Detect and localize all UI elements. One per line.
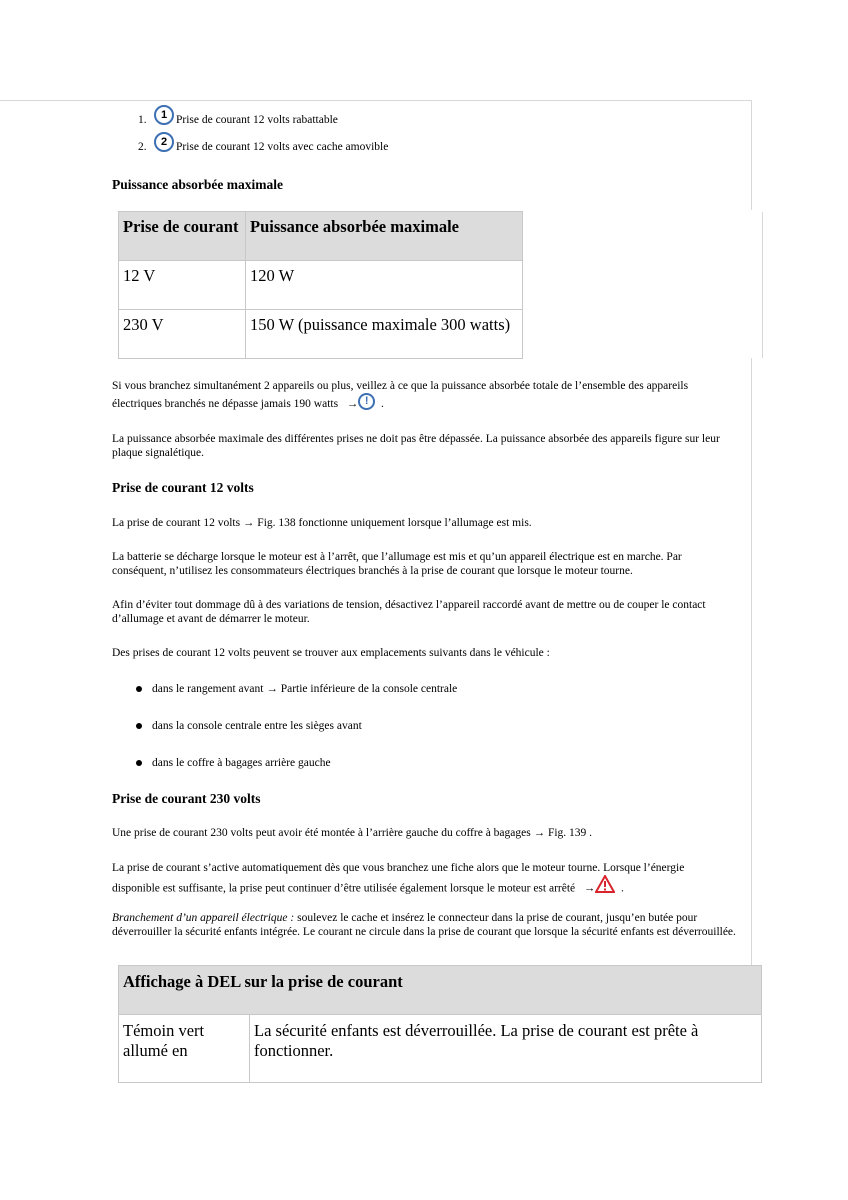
paragraph: La batterie se décharge lorsque le moteur est à l’arrêt, que l’allumage est mis et qu’un appareil électrique est en marche. Par conséquent, n’utilisez les consommateurs électriques branchés à la prise de courant que lorsque le moteur tourne. [112, 551, 682, 577]
paragraph-line: La prise de courant s’active automatiquement dès que vous branchez une fiche alors que le moteur tourne. Lorsque l’énergie [112, 862, 685, 874]
paragraph-max-power [112, 379, 737, 413]
callout-1-icon: 1 [154, 105, 174, 125]
frame-right-rule [751, 100, 752, 210]
bullet-dot [136, 760, 142, 766]
warning-icon[interactable] [595, 875, 615, 897]
section-heading-puissance: Puissance absorbée maximale [112, 177, 283, 192]
frame-right-rule-2 [762, 212, 763, 358]
table-cell: 12 V [119, 261, 246, 310]
frame-right-rule-3 [751, 358, 752, 966]
list-number: 2. [138, 141, 147, 153]
list-item-label: Prise de courant 12 volts rabattable [176, 114, 338, 126]
led-table [118, 965, 762, 1083]
list-item: dans la console centrale entre les sièges avant [152, 720, 362, 732]
info-icon[interactable]: ! [358, 393, 375, 410]
table-cell: La sécurité enfants est déverrouillée. La prise de courant est prête à fonctionner. [250, 1015, 762, 1083]
paragraph-text: disponible est suffisante, la prise peut continuer d’être utilisée également lorsque le moteur est arrêté [112, 882, 576, 895]
paragraph-branchement [112, 911, 737, 939]
paragraph-line: Si vous branchez simultanément 2 appareils ou plus, veillez à ce que la puissance absorbée totale de l’ensemble des appareils [112, 380, 689, 392]
paragraph: Une prise de courant 230 volts peut avoir été montée à l’arrière gauche du coffre à bagages → Fig. 139 . [112, 827, 593, 839]
list-item-label: Prise de courant 12 volts avec cache amovible [176, 141, 389, 153]
paragraph-text: . [621, 882, 624, 895]
paragraph: Des prises de courant 12 volts peuvent se trouver aux emplacements suivants dans le véhicule : [112, 647, 550, 659]
section-heading-230v: Prise de courant 230 volts [112, 791, 261, 806]
table-cell: Témoin vert allumé en [119, 1015, 250, 1083]
paragraph: Afin d’éviter tout dommage dû à des variations de tension, désactivez l’appareil raccordé avant de mettre ou de couper le contact d’allumage et avant de démarrer le moteur. [112, 599, 706, 625]
column-header: Prise de courant [119, 212, 246, 261]
arrow-text[interactable]: → [583, 882, 596, 895]
paragraph-text: soulevez le cache et insérez le connecteur dans la prise de courant, jusqu’en butée pour déverrouiller la sécurité enfants intégrée. Le courant ne circule dans la prise de courant que lorsque la sécurité enfants est déverrouillée. [112, 912, 736, 938]
list-item: dans le rangement avant → Partie inférieure de la console centrale [152, 683, 458, 695]
frame-top-rule [0, 100, 752, 101]
list-number: 1. [138, 114, 147, 126]
paragraph: La puissance absorbée maximale des différentes prises ne doit pas être dépassée. La puissance absorbée des appareils figure sur leur plaque signalétique. [112, 433, 720, 459]
table-row [119, 1015, 762, 1083]
table-cell: 120 W [246, 261, 523, 310]
list-item [138, 137, 388, 157]
table-header-row [119, 966, 762, 1015]
paragraph-230v-active [112, 861, 737, 900]
list-item: dans le coffre à bagages arrière gauche [152, 757, 331, 769]
list-item [138, 110, 338, 130]
paragraph-text: . [380, 398, 384, 411]
table-header-row [119, 212, 523, 261]
table-cell: 230 V [119, 310, 246, 359]
section-heading-12v: Prise de courant 12 volts [112, 480, 254, 495]
paragraph-line [112, 878, 737, 900]
paragraph-italic-lead: Branchement d’un appareil électrique : [112, 912, 295, 924]
bullet-dot [136, 723, 142, 729]
arrow-text[interactable]: → [346, 398, 359, 411]
table-cell: 150 W (puissance maximale 300 watts) [246, 310, 523, 359]
callout-2-icon: 2 [154, 132, 174, 152]
power-table [118, 211, 523, 359]
column-header: Puissance absorbée maximale [246, 212, 523, 261]
table-row [119, 310, 523, 359]
bullet-dot [136, 686, 142, 692]
table-row [119, 261, 523, 310]
paragraph: La prise de courant 12 volts → Fig. 138 fonctionne uniquement lorsque l’allumage est mis. [112, 517, 532, 529]
table-header: Affichage à DEL sur la prise de courant [119, 966, 762, 1015]
paragraph-line [112, 396, 737, 413]
paragraph-text: électriques branchés ne dépasse jamais 190 watts [112, 398, 339, 411]
